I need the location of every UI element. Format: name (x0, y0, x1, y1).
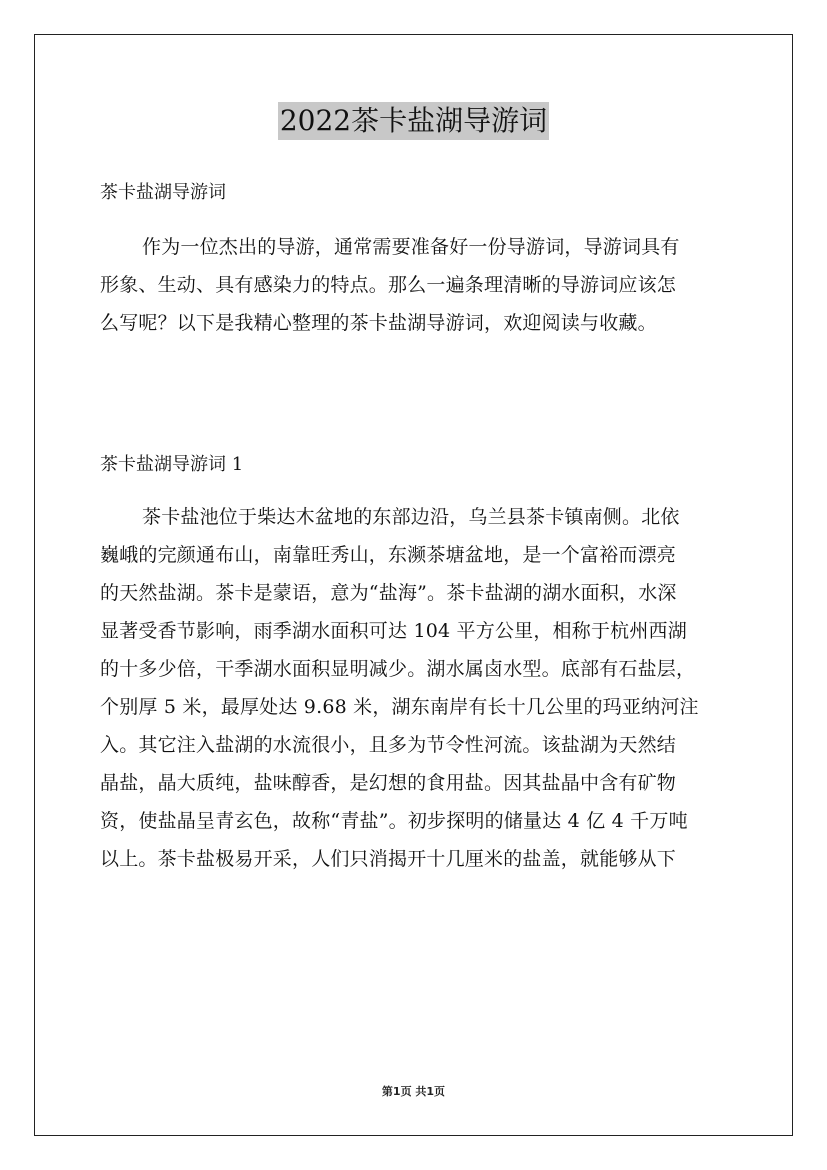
paragraph-line: 显著受香节影响，雨季湖水面积可达 104 平方公里，相称于杭州西湖 (100, 620, 687, 642)
paragraph-line: 晶盐，晶大质纯，盐味醇香，是幻想的食用盐。因其盐晶中含有矿物 (100, 772, 677, 794)
section-paragraph (100, 498, 740, 878)
intro-line: 么写呢？以下是我精心整理的茶卡盐湖导游词，欢迎阅读与收藏。 (100, 312, 657, 334)
document-subtitle: 茶卡盐湖导游词 (100, 182, 226, 203)
section-heading: 茶卡盐湖导游词 1 (100, 454, 244, 475)
title-container (0, 102, 827, 140)
paragraph-line: 入。其它注入盐湖的水流很小，且多为节令性河流。该盐湖为天然结 (100, 734, 677, 756)
paragraph-line: 巍峨的完颜通布山，南靠旺秀山，东濒茶塘盆地，是一个富裕而漂亮 (100, 544, 677, 566)
document-title: 2022茶卡盐湖导游词 (278, 102, 549, 140)
paragraph-line: 个别厚 5 米，最厚处达 9.68 米，湖东南岸有长十几公里的玛亚纳河注 (100, 696, 699, 718)
paragraph-line: 资，使盐晶呈青玄色，故称“青盐”。初步探明的储量达 4 亿 4 千万吨 (100, 810, 688, 832)
paragraph-line: 茶卡盐池位于柴达木盆地的东部边沿，乌兰县茶卡镇南侧。北依 (142, 506, 680, 528)
paragraph-line: 的天然盐湖。茶卡是蒙语，意为“盐海”。茶卡盐湖的湖水面积，水深 (100, 582, 677, 604)
intro-paragraph (100, 228, 740, 342)
page-footer: 第1页 共1页 (381, 1085, 446, 1098)
intro-line: 作为一位杰出的导游，通常需要准备好一份导游词，导游词具有 (142, 236, 680, 258)
paragraph-line: 的十多少倍，干季湖水面积显明减少。湖水属卤水型。底部有石盐层， (100, 658, 696, 680)
intro-line: 形象、生动、具有感染力的特点。那么一遍条理清晰的导游词应该怎 (100, 274, 677, 296)
paragraph-line: 以上。茶卡盐极易开采，人们只消揭开十几厘米的盐盖，就能够从下 (100, 848, 677, 870)
